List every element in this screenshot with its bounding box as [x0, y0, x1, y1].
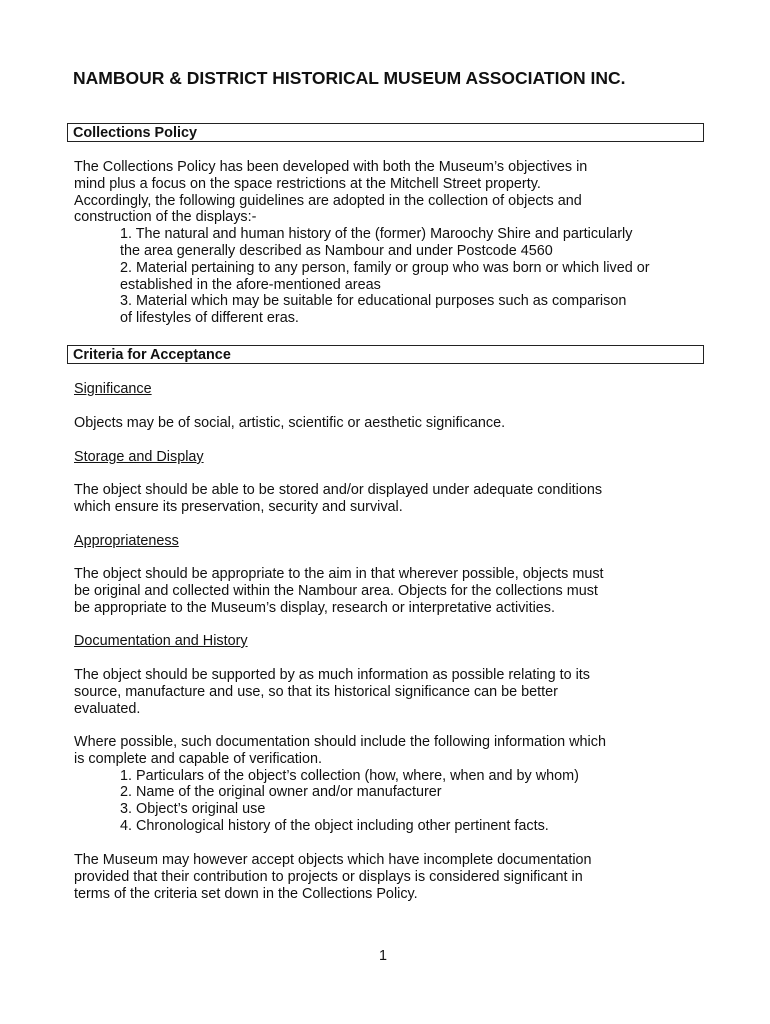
list-item: 1. Particulars of the object’s collection (how, where, when and by whom): [120, 767, 579, 784]
significance-heading: Significance: [74, 381, 152, 397]
list-item: 3. Material which may be suitable for educational purposes such as comparison: [120, 293, 627, 310]
documentation-para-1: [74, 667, 714, 717]
text-line: mind plus a focus on the space restrictions at the Mitchell Street property.: [74, 175, 541, 192]
text-line: The Museum may however accept objects which have incomplete documentation: [74, 852, 592, 868]
text-line: The object should be able to be stored and/or displayed under adequate conditions: [74, 482, 603, 498]
list-item: the area generally described as Nambour and under Postcode 4560: [120, 242, 553, 259]
text-line: Accordingly, the following guidelines are adopted in the collection of objects and: [74, 192, 582, 209]
documentation-para-3: [74, 852, 714, 902]
text-line: The object should be supported by as much information as possible relating to its: [74, 667, 590, 683]
page-number: 1: [379, 948, 388, 964]
documentation-para-2: [74, 734, 714, 835]
text-line: which ensure its preservation, security and survival.: [74, 498, 403, 515]
text-line: is complete and capable of verification.: [74, 750, 322, 767]
list-item: 1. The natural and human history of the (former) Maroochy Shire and particularly: [120, 226, 633, 243]
list-item: 2. Name of the original owner and/or manufacturer: [120, 784, 442, 801]
text-line: terms of the criteria set down in the Collections Policy.: [74, 885, 418, 902]
text-line: The object should be appropriate to the aim in that wherever possible, objects must: [74, 566, 604, 582]
list-item: 2. Material pertaining to any person, family or group who was born or which lived or: [120, 259, 650, 276]
text-line: Where possible, such documentation should include the following information which: [74, 734, 606, 750]
collections-policy-heading: Collections Policy: [67, 123, 704, 142]
list-item: 4. Chronological history of the object including other pertinent facts.: [120, 817, 549, 834]
documentation-heading: Documentation and History: [74, 633, 248, 649]
text-line: provided that their contribution to projects or displays is considered significant in: [74, 868, 583, 885]
text-line: source, manufacture and use, so that its historical significance can be better: [74, 683, 558, 700]
appropriateness-text: [74, 566, 714, 616]
appropriateness-heading: Appropriateness: [74, 533, 179, 549]
text-line: construction of the displays:-: [74, 209, 257, 226]
significance-text: [74, 415, 714, 432]
text-line: Objects may be of social, artistic, scientific or aesthetic significance.: [74, 415, 506, 431]
list-item: 3. Object’s original use: [120, 801, 266, 818]
text-line: The Collections Policy has been developed with both the Museum’s objectives in: [74, 159, 588, 175]
collections-policy-intro: [74, 159, 714, 327]
criteria-heading: Criteria for Acceptance: [67, 345, 704, 364]
text-line: evaluated.: [74, 700, 141, 717]
list-item: established in the afore-mentioned areas: [120, 276, 381, 293]
storage-heading: Storage and Display: [74, 449, 204, 465]
text-line: be original and collected within the Nambour area. Objects for the collections must: [74, 582, 598, 599]
text-line: be appropriate to the Museum’s display, research or interpretative activities.: [74, 599, 555, 616]
list-item: of lifestyles of different eras.: [120, 310, 299, 327]
storage-text: [74, 482, 714, 516]
document-title: NAMBOUR & DISTRICT HISTORICAL MUSEUM ASSOCIATION INC.: [73, 68, 626, 88]
